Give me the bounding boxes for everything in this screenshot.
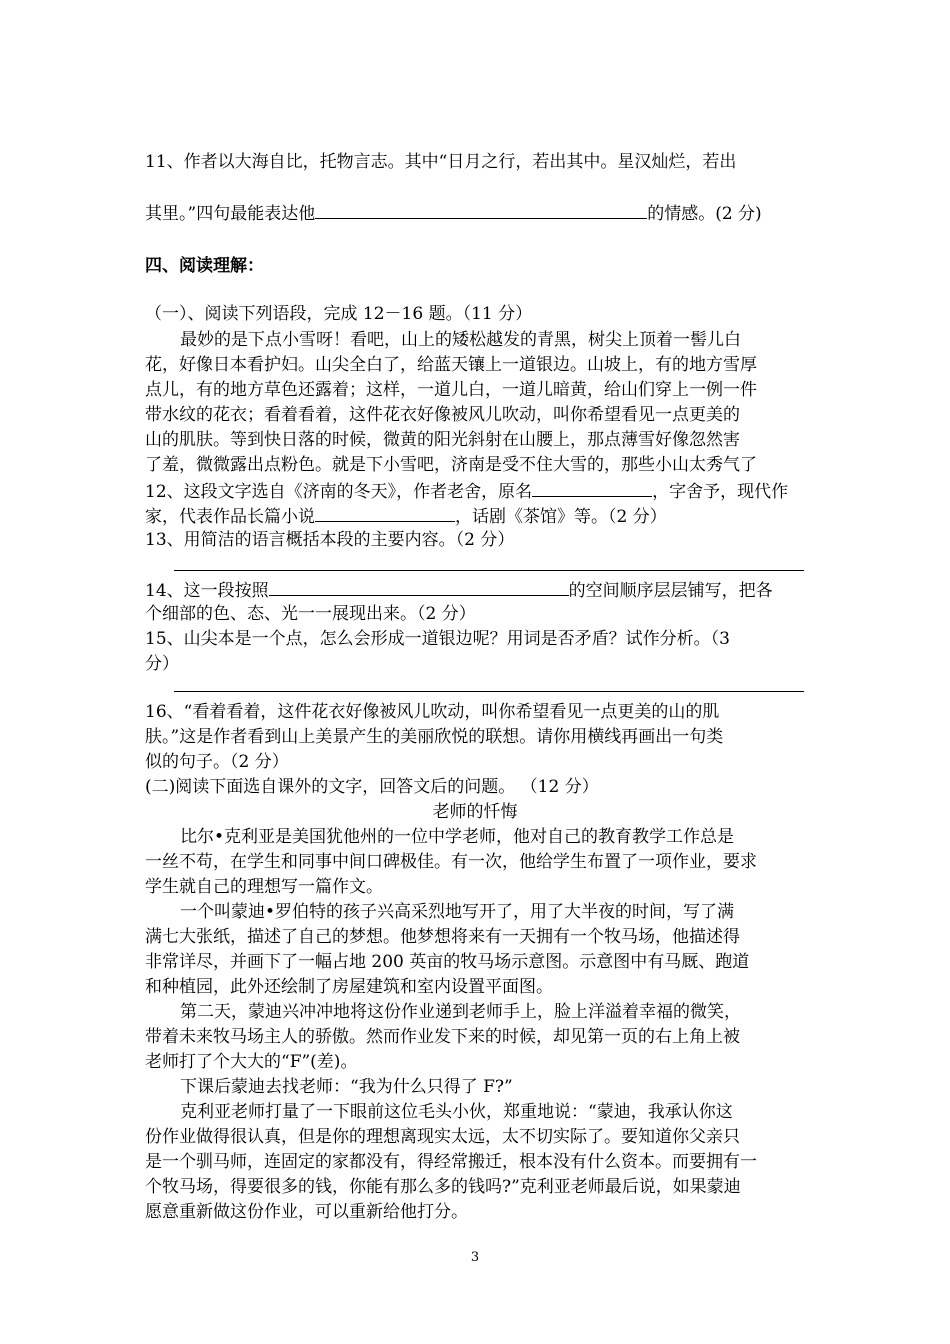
q13: 13、用简洁的语言概括本段的主要内容。（2 分） [145, 530, 515, 550]
q12-line-1 [145, 478, 788, 504]
p5-line-5: 愿意重新做这份作业，可以重新给他打分。 [145, 1202, 468, 1222]
q11-text-b: 的情感。(2 分) [647, 204, 762, 224]
p2-line-2: 满七大张纸，描述了自己的梦想。他梦想将来有一天拥有一个牧马场，他描述得 [145, 927, 740, 947]
q12-text-a: 12、这段文字选自《济南的冬天》，作者老舍，原名 [145, 482, 533, 502]
p5-line-1: 克利亚老师打量了一下眼前这位毛头小伙，郑重地说：“蒙迪，我承认你这 [180, 1102, 733, 1122]
q16-line-3: 似的句子。（2 分） [145, 752, 289, 772]
part1-heading: （一）、阅读下列语段，完成 12－16 题。（11 分） [145, 304, 533, 324]
q14-text-a: 14、这一段按照 [145, 581, 269, 601]
passage-line-4: 带水纹的花衣；看着看着，这件花衣好像被风儿吹动，叫你希望看见一点更美的 [145, 405, 740, 425]
passage-line-5: 山的肌肤。等到快日落的时候，微黄的阳光斜射在山腰上，那点薄雪好像忽然害 [145, 430, 740, 450]
q12-blank-name[interactable] [532, 478, 652, 497]
q14-line-1 [145, 577, 773, 603]
q16-line-2: 肤。”这是作者看到山上美景产生的美丽欣悦的联想。请你用横线再画出一句类 [145, 727, 724, 747]
p3-line-1: 第二天，蒙迪兴冲冲地将这份作业递到老师手上，脸上洋溢着幸福的微笑， [180, 1002, 741, 1022]
q14-text-b: 的空间顺序层层铺写，把各 [568, 581, 773, 601]
passage-line-3: 点儿，有的地方草色还露着；这样，一道儿白，一道儿暗黄，给山们穿上一例一件 [145, 380, 757, 400]
p4-line-1: 下课后蒙迪去找老师：“我为什么只得了 F?” [180, 1077, 513, 1097]
q12-text-c: 家，代表作品长篇小说 [145, 507, 315, 527]
passage-line-1: 最妙的是下点小雪呀！看吧，山上的矮松越发的青黑，树尖上顶着一髻儿白 [180, 330, 741, 350]
p2-line-4: 和种植园，此外还绘制了房屋建筑和室内设置平面图。 [145, 977, 553, 997]
q12-blank-novel[interactable] [315, 503, 455, 522]
article-title: 老师的忏悔 [432, 802, 518, 822]
q11-answer-blank[interactable] [315, 200, 647, 219]
q16-line-1: 16、“看着看着，这件花衣好像被风儿吹动，叫你希望看见一点更美的山的肌 [145, 702, 720, 722]
p2-line-1: 一个叫蒙迪•罗伯特的孩子兴高采烈地写开了，用了大半夜的时间，写了满 [180, 902, 735, 922]
section-heading: 四、阅读理解： [145, 256, 264, 276]
page-number: 3 [470, 1250, 480, 1265]
q11-line-1: 11、作者以大海自比，托物言志。其中“日月之行，若出其中。星汉灿烂，若出 [145, 152, 737, 172]
q14-line-2: 个细部的色、态、光一一展现出来。（2 分） [145, 604, 476, 624]
q15-answer-line[interactable] [174, 691, 804, 692]
p3-line-2: 带着未来牧马场主人的骄傲。然而作业发下来的时候，却见第一页的右上角上被 [145, 1027, 740, 1047]
p5-line-4: 个牧马场，得要很多的钱，你能有那么多的钱吗?”克利亚老师最后说，如果蒙迪 [145, 1177, 741, 1197]
q13-answer-line[interactable] [174, 570, 804, 571]
q15-line-1: 15、山尖本是一个点，怎么会形成一道银边呢？用词是否矛盾？试作分析。（3 [145, 629, 730, 649]
q11-line-2 [145, 200, 762, 226]
p2-line-3: 非常详尽，并画下了一幅占地 200 英亩的牧马场示意图。示意图中有马厩、跑道 [145, 952, 750, 972]
q11-text-a: 其里。”四句最能表达他 [145, 204, 316, 224]
q12-text-b: ，字舍予，现代作 [652, 482, 789, 502]
passage-line-6: 了羞，微微露出点粉色。就是下小雪吧，济南是受不住大雪的，那些小山太秀气了 [145, 455, 757, 475]
passage-line-2: 花，好像日本看护妇。山尖全白了，给蓝天镶上一道银边。山坡上，有的地方雪厚 [145, 355, 757, 375]
p3-line-3: 老师打了个大大的“F”(差)。 [145, 1052, 358, 1072]
q15-line-2: 分） [145, 654, 179, 674]
q12-line-2 [145, 503, 667, 529]
p1-line-2: 一丝不苟，在学生和同事中间口碑极佳。有一次，他给学生布置了一项作业，要求 [145, 852, 757, 872]
p1-line-3: 学生就自己的理想写一篇作文。 [145, 877, 383, 897]
p1-line-1: 比尔•克利亚是美国犹他州的一位中学老师，他对自己的教育教学工作总是 [180, 827, 735, 847]
p5-line-2: 份作业做得很认真，但是你的理想离现实太远，太不切实际了。要知道你父亲只 [145, 1127, 740, 1147]
part2-heading: (二)阅读下面选自课外的文字，回答文后的问题。 （12 分） [145, 777, 599, 797]
q14-blank[interactable] [269, 577, 569, 596]
p5-line-3: 是一个驯马师，连固定的家都没有，得经常搬迁，根本没有什么资本。而要拥有一 [145, 1152, 757, 1172]
q12-text-d: ，话剧《茶馆》等。（2 分） [455, 507, 667, 527]
